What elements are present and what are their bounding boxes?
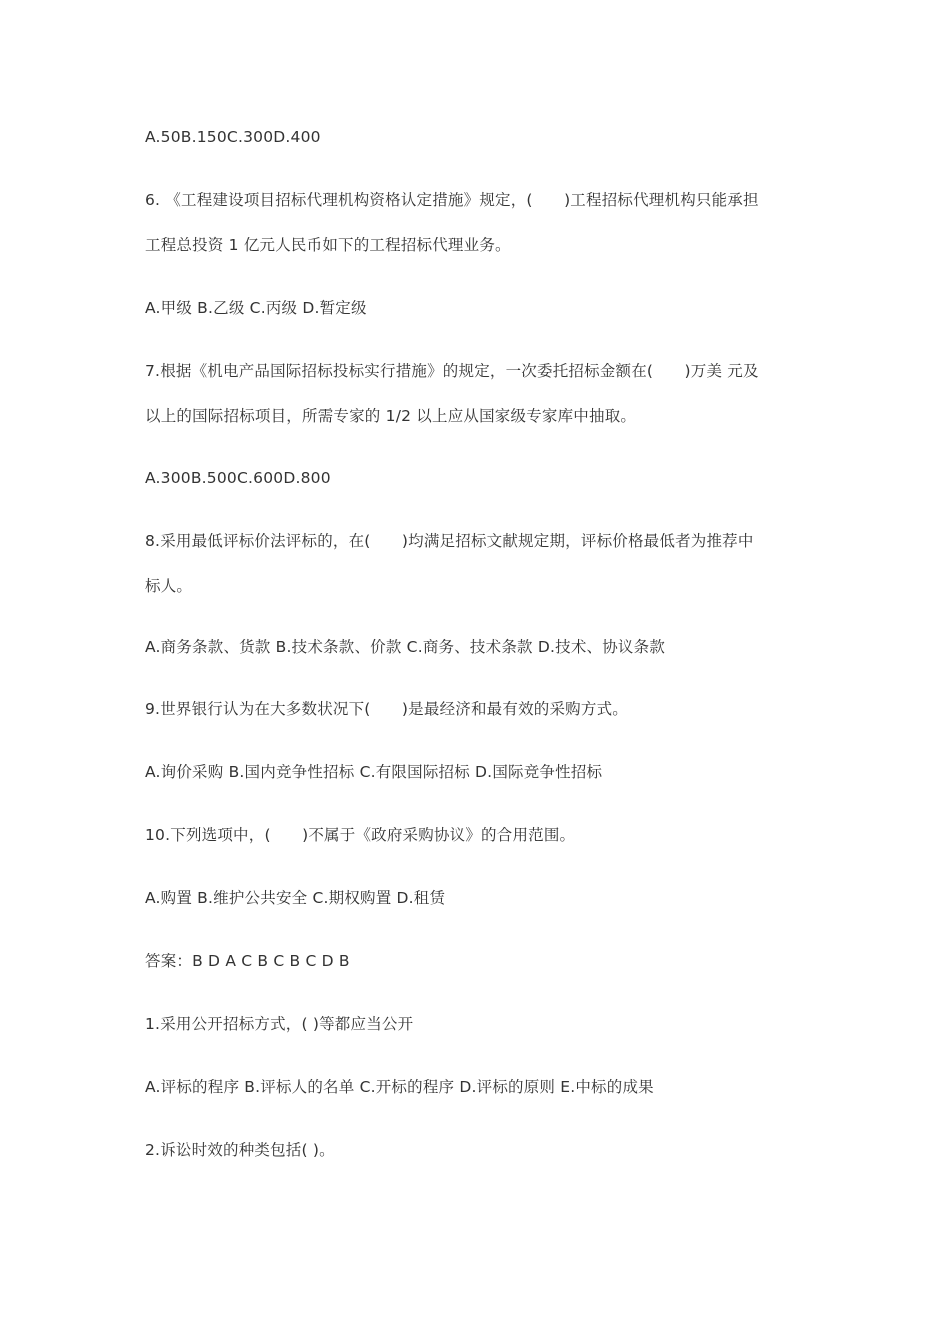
mq2-text: 2.诉讼时效的种类包括( )。 — [145, 1141, 335, 1159]
q5-options: A.50B.150C.300D.400 — [145, 128, 321, 146]
q6-text-line1: 6. 《工程建设项目招标代理机构资格认定措施》规定，( )工程招标代理机构只能承担 — [145, 191, 759, 209]
q8-options: A.商务条款、货款 B.技术条款、价款 C.商务、技术条款 D.技术、协议条款 — [145, 638, 666, 656]
q7-options: A.300B.500C.600D.800 — [145, 469, 331, 487]
q10-options: A.购置 B.维护公共安全 C.期权购置 D.租赁 — [145, 889, 446, 907]
q8-text-line2: 标人。 — [145, 577, 193, 595]
answer-key: 答案：B D A C B C B C D B — [145, 952, 350, 970]
q8-text-line1: 8.采用最低评标价法评标的，在( )均满足招标文献规定期，评标价格最低者为推荐中 — [145, 532, 754, 550]
mq1-options: A.评标的程序 B.评标人的名单 C.开标的程序 D.评标的原则 E.中标的成果 — [145, 1078, 654, 1096]
q9-text: 9.世界银行认为在大多数状况下( )是最经济和最有效的采购方式。 — [145, 700, 628, 718]
q9-options: A.询价采购 B.国内竞争性招标 C.有限国际招标 D.国际竞争性招标 — [145, 763, 603, 781]
q7-text-line2: 以上的国际招标项目，所需专家的 1/2 以上应从国家级专家库中抽取。 — [145, 407, 637, 425]
q10-text: 10.下列选项中，( )不属于《政府采购协议》的合用范围。 — [145, 826, 576, 844]
q6-options: A.甲级 B.乙级 C.丙级 D.暂定级 — [145, 299, 367, 317]
q6-text-line2: 工程总投资 1 亿元人民币如下的工程招标代理业务。 — [145, 236, 511, 254]
mq1-text: 1.采用公开招标方式，( )等都应当公开 — [145, 1015, 414, 1033]
q7-text-line1: 7.根据《机电产品国际招标投标实行措施》的规定，一次委托招标金额在( )万美 元及 — [145, 362, 759, 380]
